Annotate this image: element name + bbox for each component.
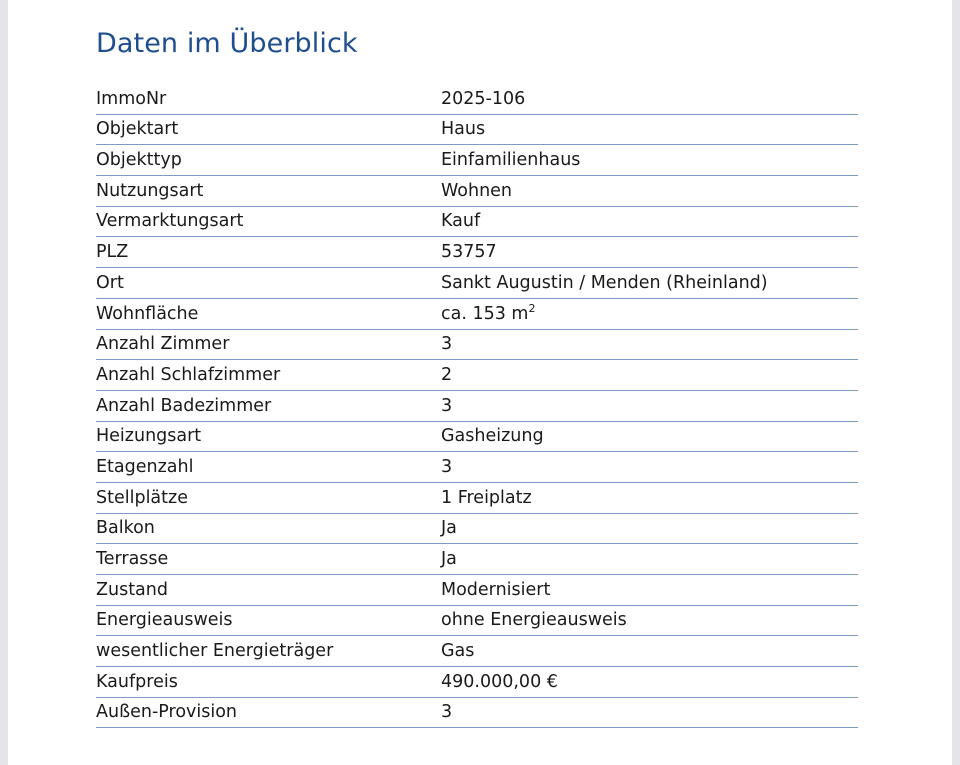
row-label: Balkon <box>96 518 155 539</box>
facts-row-stellplaetze <box>96 483 858 514</box>
row-value: ohne Energieausweis <box>441 610 627 631</box>
facts-row-objekttyp <box>96 145 858 176</box>
area-value: ca. 153 m <box>441 303 529 324</box>
row-value: 3 <box>441 456 453 477</box>
area-unit-superscript: 2 <box>528 301 536 315</box>
facts-row-anzahl-badezimmer <box>96 391 858 422</box>
row-value: 1 Freiplatz <box>441 487 532 508</box>
row-label: Heizungsart <box>96 426 202 447</box>
row-label: ImmoNr <box>96 88 167 109</box>
row-label: Außen-Provision <box>96 702 238 723</box>
row-label: Stellplätze <box>96 487 188 508</box>
facts-row-energieausweis <box>96 606 858 637</box>
row-value: Sankt Augustin / Menden (Rheinland) <box>441 272 768 293</box>
row-value: 2025-106 <box>441 88 526 109</box>
row-label: Objekttyp <box>96 150 182 171</box>
facts-row-zustand <box>96 575 858 606</box>
row-value: 53757 <box>441 242 497 263</box>
row-value: Einfamilienhaus <box>441 150 581 171</box>
facts-row-immonr <box>96 84 858 115</box>
row-label: Kaufpreis <box>96 671 178 692</box>
row-label: wesentlicher Energieträger <box>96 641 334 662</box>
facts-row-balkon <box>96 514 858 545</box>
facts-row-kaufpreis <box>96 667 858 698</box>
row-value: Kauf <box>441 211 481 232</box>
row-value: Gasheizung <box>441 426 544 447</box>
row-value: Modernisiert <box>441 579 551 600</box>
row-label: Nutzungsart <box>96 180 204 201</box>
facts-row-plz <box>96 237 858 268</box>
row-label: Ort <box>96 272 124 293</box>
facts-row-vermarktungsart <box>96 207 858 238</box>
row-label: Wohnfläche <box>96 303 199 324</box>
row-label: Etagenzahl <box>96 456 194 477</box>
row-value: Ja <box>441 518 457 539</box>
row-label: Anzahl Schlafzimmer <box>96 364 281 385</box>
facts-row-aussen-provision <box>96 698 858 729</box>
row-value: 3 <box>441 395 453 416</box>
row-value: 3 <box>441 702 453 723</box>
row-value: 3 <box>441 334 453 355</box>
row-label: Anzahl Badezimmer <box>96 395 272 416</box>
row-label: Terrasse <box>96 549 169 569</box>
row-label: Vermarktungsart <box>96 211 244 232</box>
row-label: Anzahl Zimmer <box>96 334 230 355</box>
facts-row-terrasse <box>96 544 858 575</box>
facts-row-etagenzahl <box>96 452 858 483</box>
row-value: 490.000,00 € <box>441 671 558 692</box>
facts-row-heizungsart <box>96 422 858 453</box>
row-value <box>441 302 535 324</box>
row-value: Haus <box>441 119 486 140</box>
facts-row-nutzungsart <box>96 176 858 207</box>
facts-row-anzahl-zimmer <box>96 330 858 361</box>
row-label: Objektart <box>96 119 179 140</box>
document-page <box>8 0 952 765</box>
facts-row-anzahl-schlafzimmer <box>96 360 858 391</box>
row-value: 2 <box>441 364 453 385</box>
row-label: Zustand <box>96 579 168 600</box>
facts-row-energietraeger <box>96 636 858 667</box>
row-label: Energieausweis <box>96 610 233 631</box>
facts-table <box>96 84 858 728</box>
facts-row-objektart <box>96 115 858 146</box>
facts-row-ort <box>96 268 858 299</box>
row-value: Ja <box>441 549 457 569</box>
page-title: Daten im Überblick <box>96 28 358 59</box>
row-value: Wohnen <box>441 180 513 201</box>
row-value: Gas <box>441 641 475 662</box>
row-label: PLZ <box>96 242 129 263</box>
facts-row-wohnflaeche <box>96 299 858 330</box>
